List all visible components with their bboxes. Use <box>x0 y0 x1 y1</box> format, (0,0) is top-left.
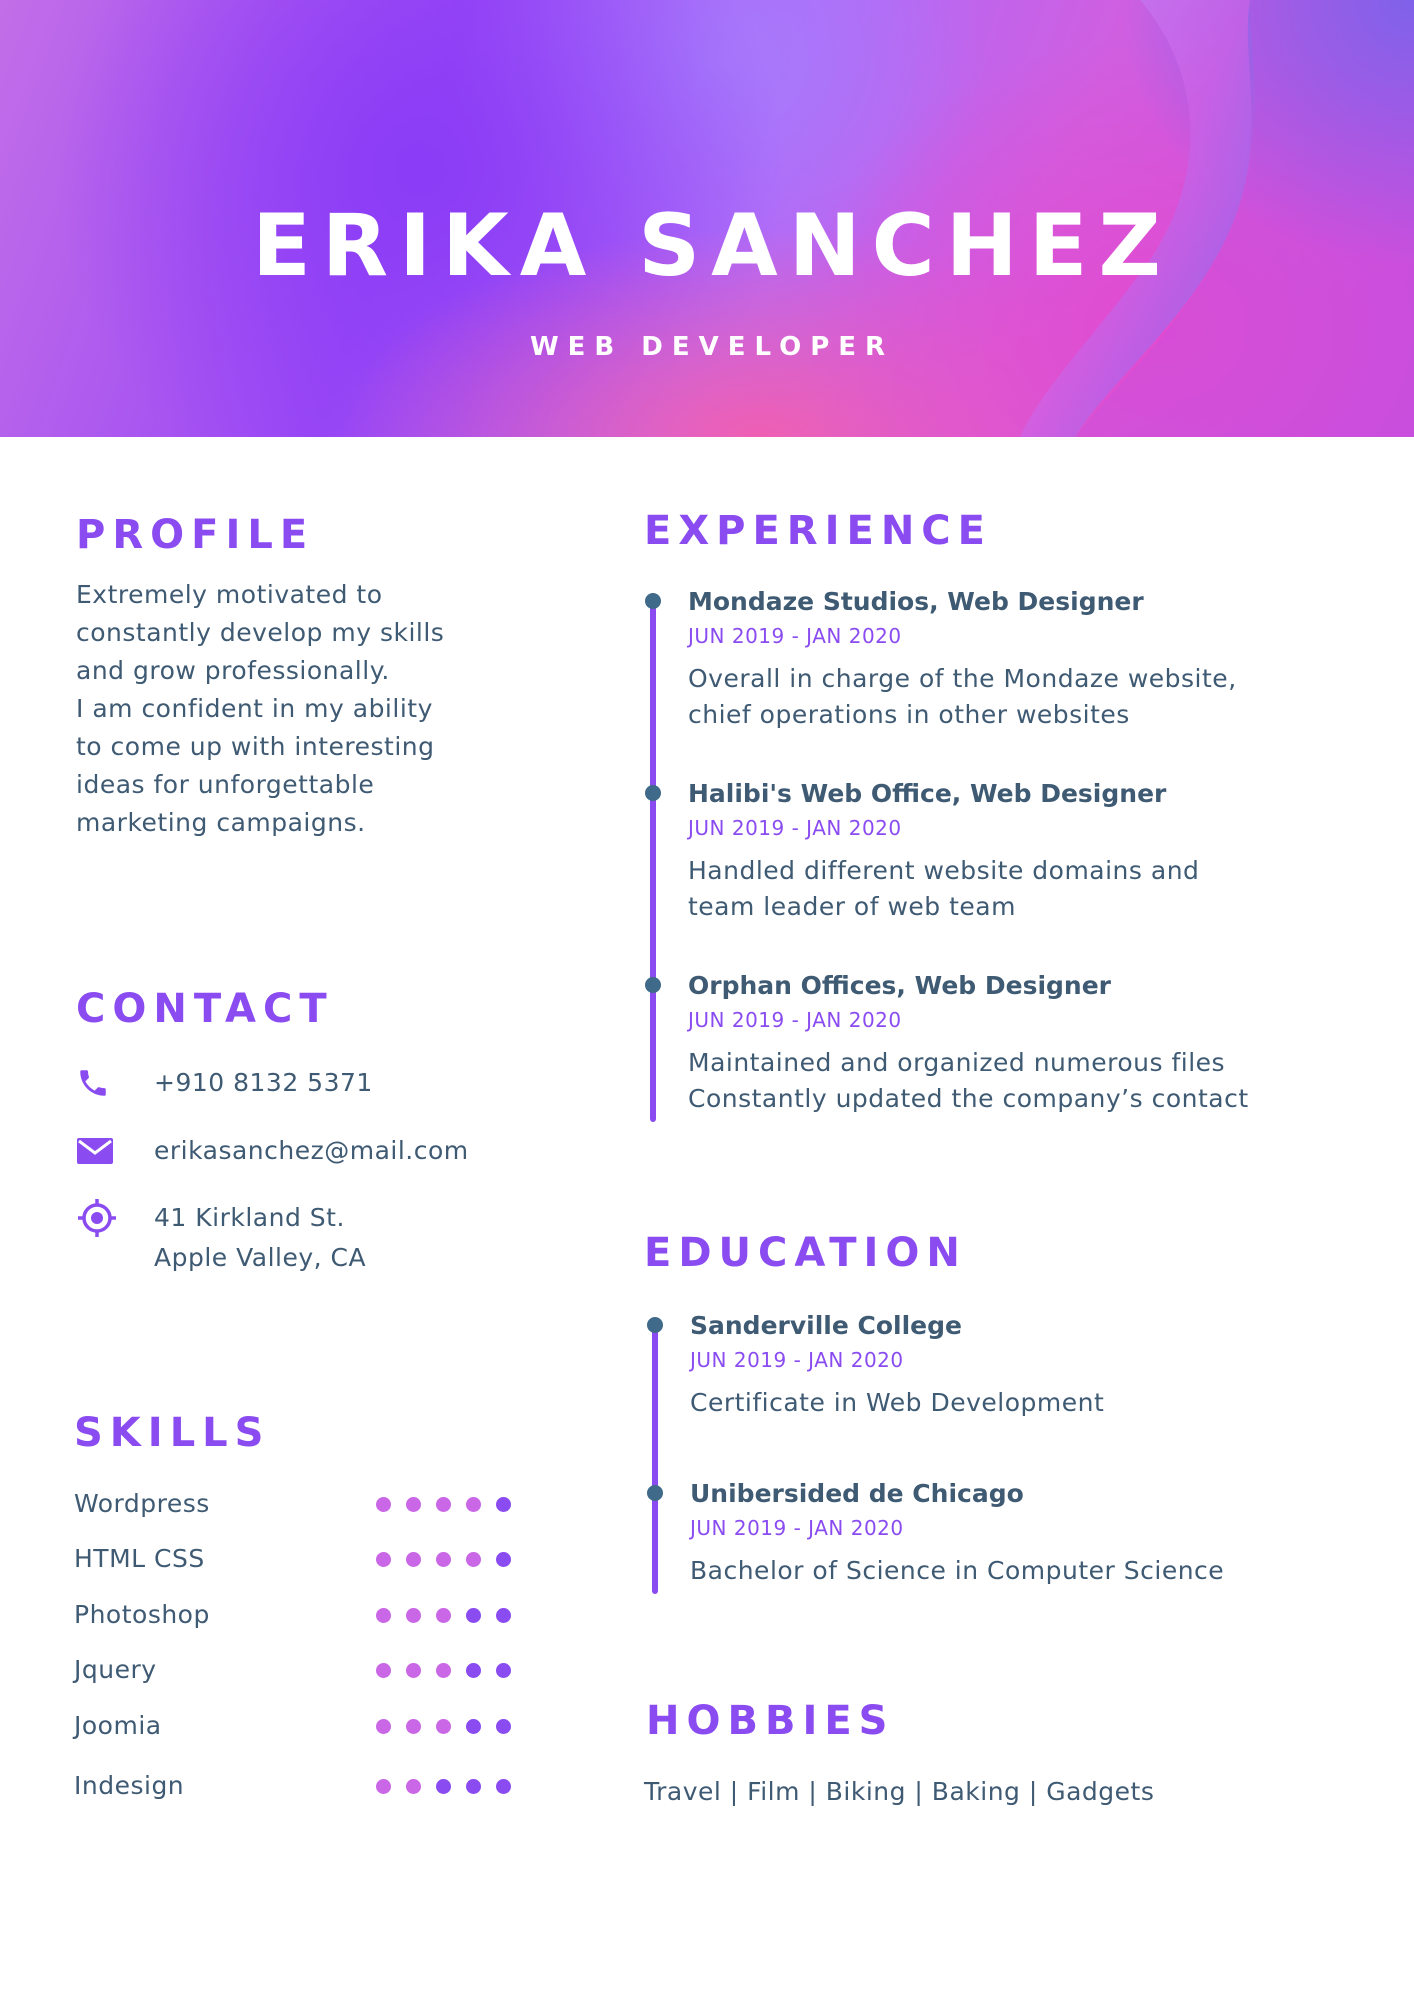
skill-dot <box>436 1608 451 1623</box>
skill-rating <box>376 1708 526 1744</box>
skill-dot <box>376 1663 391 1678</box>
skill-dot <box>406 1779 421 1794</box>
skill-dot <box>406 1663 421 1678</box>
skill-dot <box>376 1497 391 1512</box>
entry-desc <box>688 853 1199 925</box>
mail-icon <box>76 1131 122 1171</box>
candidate-name: ERIKA SANCHEZ <box>252 196 1172 296</box>
entry-desc-line: Handled different website domains and <box>688 856 1200 885</box>
contact-phone-row <box>76 1063 373 1103</box>
education-entry <box>690 1309 1104 1421</box>
entry-title: Sanderville College <box>690 1311 962 1340</box>
timeline-dot <box>645 785 661 801</box>
profile-line: and grow professionally. <box>76 656 390 685</box>
skill-dot <box>496 1719 511 1734</box>
contact-heading: CONTACT <box>76 986 334 1032</box>
skill-rating <box>376 1541 526 1577</box>
skill-dot <box>466 1779 481 1794</box>
entry-title: Mondaze Studios, Web Designer <box>688 587 1144 616</box>
entry-title: Halibi's Web Office, Web Designer <box>688 779 1167 808</box>
entry-desc <box>688 1045 1249 1117</box>
skill-row <box>74 1541 514 1577</box>
profile-text <box>76 576 516 842</box>
contact-address-row <box>76 1198 366 1278</box>
profile-line: constantly develop my skills <box>76 618 445 647</box>
skill-dot <box>466 1608 481 1623</box>
skill-dot <box>376 1608 391 1623</box>
location-icon <box>76 1198 122 1238</box>
contact-email[interactable]: erikasanchez@mail.com <box>154 1136 469 1165</box>
entry-desc <box>690 1385 1104 1421</box>
skill-dot <box>496 1779 511 1794</box>
profile-line: to come up with interesting <box>76 732 435 761</box>
skill-label: Indesign <box>74 1771 185 1800</box>
skill-label: Jquery <box>74 1655 157 1684</box>
entry-desc-line: Constantly updated the company’s contact <box>688 1084 1249 1113</box>
experience-heading: EXPERIENCE <box>644 508 992 554</box>
timeline-dot <box>647 1485 663 1501</box>
entry-date: JUN 2019 - JAN 2020 <box>690 1516 904 1540</box>
skill-dot <box>466 1663 481 1678</box>
profile-line: I am confident in my ability <box>76 694 433 723</box>
skill-dot <box>466 1497 481 1512</box>
skill-dot <box>436 1663 451 1678</box>
address-line-1: 41 Kirkland St. <box>154 1203 345 1232</box>
skill-dot <box>436 1552 451 1567</box>
entry-desc-line: chief operations in other websites <box>688 700 1130 729</box>
entry-date: JUN 2019 - JAN 2020 <box>688 624 902 648</box>
entry-date: JUN 2019 - JAN 2020 <box>688 816 902 840</box>
skill-row <box>74 1486 514 1522</box>
skill-label: Photoshop <box>74 1600 210 1629</box>
skill-label: HTML CSS <box>74 1544 205 1573</box>
skill-dot <box>496 1608 511 1623</box>
skill-dot <box>466 1552 481 1567</box>
skill-row <box>74 1708 514 1744</box>
skill-dot <box>466 1719 481 1734</box>
contact-email-row <box>76 1131 469 1171</box>
entry-desc <box>690 1553 1224 1589</box>
skill-rating <box>376 1652 526 1688</box>
header-banner <box>0 0 1414 437</box>
profile-line: Extremely motivated to <box>76 580 383 609</box>
skill-rating <box>376 1768 526 1804</box>
skill-dot <box>496 1497 511 1512</box>
skill-dot <box>376 1779 391 1794</box>
entry-date: JUN 2019 - JAN 2020 <box>688 1008 902 1032</box>
skill-label: Joomia <box>74 1711 162 1740</box>
experience-timeline <box>650 602 656 1122</box>
skill-dot <box>436 1719 451 1734</box>
entry-desc-line: team leader of web team <box>688 892 1016 921</box>
education-heading: EDUCATION <box>644 1230 967 1276</box>
entry-desc-line: Certificate in Web Development <box>690 1388 1105 1417</box>
skill-dot <box>376 1719 391 1734</box>
experience-entry <box>688 969 1249 1117</box>
hobbies-list: Travel | Film | Biking | Baking | Gadgets <box>644 1777 1155 1806</box>
phone-icon <box>76 1063 122 1103</box>
skill-rating <box>376 1486 526 1522</box>
timeline-dot <box>647 1317 663 1333</box>
skill-row <box>74 1597 514 1633</box>
entry-date: JUN 2019 - JAN 2020 <box>690 1348 904 1372</box>
skill-dot <box>376 1552 391 1567</box>
skills-heading: SKILLS <box>74 1410 271 1456</box>
experience-entry <box>688 585 1237 733</box>
entry-desc-line: Maintained and organized numerous files <box>688 1048 1226 1077</box>
education-entry <box>690 1477 1224 1589</box>
skill-dot <box>406 1552 421 1567</box>
skill-dot <box>406 1497 421 1512</box>
profile-heading: PROFILE <box>76 512 315 558</box>
skill-row <box>74 1768 514 1804</box>
timeline-dot <box>645 977 661 993</box>
profile-line: marketing campaigns. <box>76 808 366 837</box>
skill-label: Wordpress <box>74 1489 210 1518</box>
experience-entry <box>688 777 1199 925</box>
entry-desc-line: Bachelor of Science in Computer Science <box>690 1556 1225 1585</box>
skill-dot <box>406 1608 421 1623</box>
education-timeline <box>652 1326 658 1594</box>
contact-address <box>154 1198 366 1278</box>
entry-title: Orphan Offices, Web Designer <box>688 971 1112 1000</box>
entry-title: Unibersided de Chicago <box>690 1479 1024 1508</box>
profile-line: ideas for unforgettable <box>76 770 375 799</box>
skill-dot <box>436 1497 451 1512</box>
hobbies-heading: HOBBIES <box>646 1698 895 1744</box>
skill-row <box>74 1652 514 1688</box>
skill-dot <box>406 1719 421 1734</box>
skill-rating <box>376 1597 526 1633</box>
candidate-role: WEB DEVELOPER <box>529 332 895 362</box>
contact-phone: +910 8132 5371 <box>154 1068 373 1097</box>
skill-dot <box>496 1663 511 1678</box>
timeline-dot <box>645 593 661 609</box>
entry-desc-line: Overall in charge of the Mondaze website, <box>688 664 1237 693</box>
skill-dot <box>496 1552 511 1567</box>
entry-desc <box>688 661 1237 733</box>
skill-dot <box>436 1779 451 1794</box>
address-line-2: Apple Valley, CA <box>154 1243 367 1272</box>
